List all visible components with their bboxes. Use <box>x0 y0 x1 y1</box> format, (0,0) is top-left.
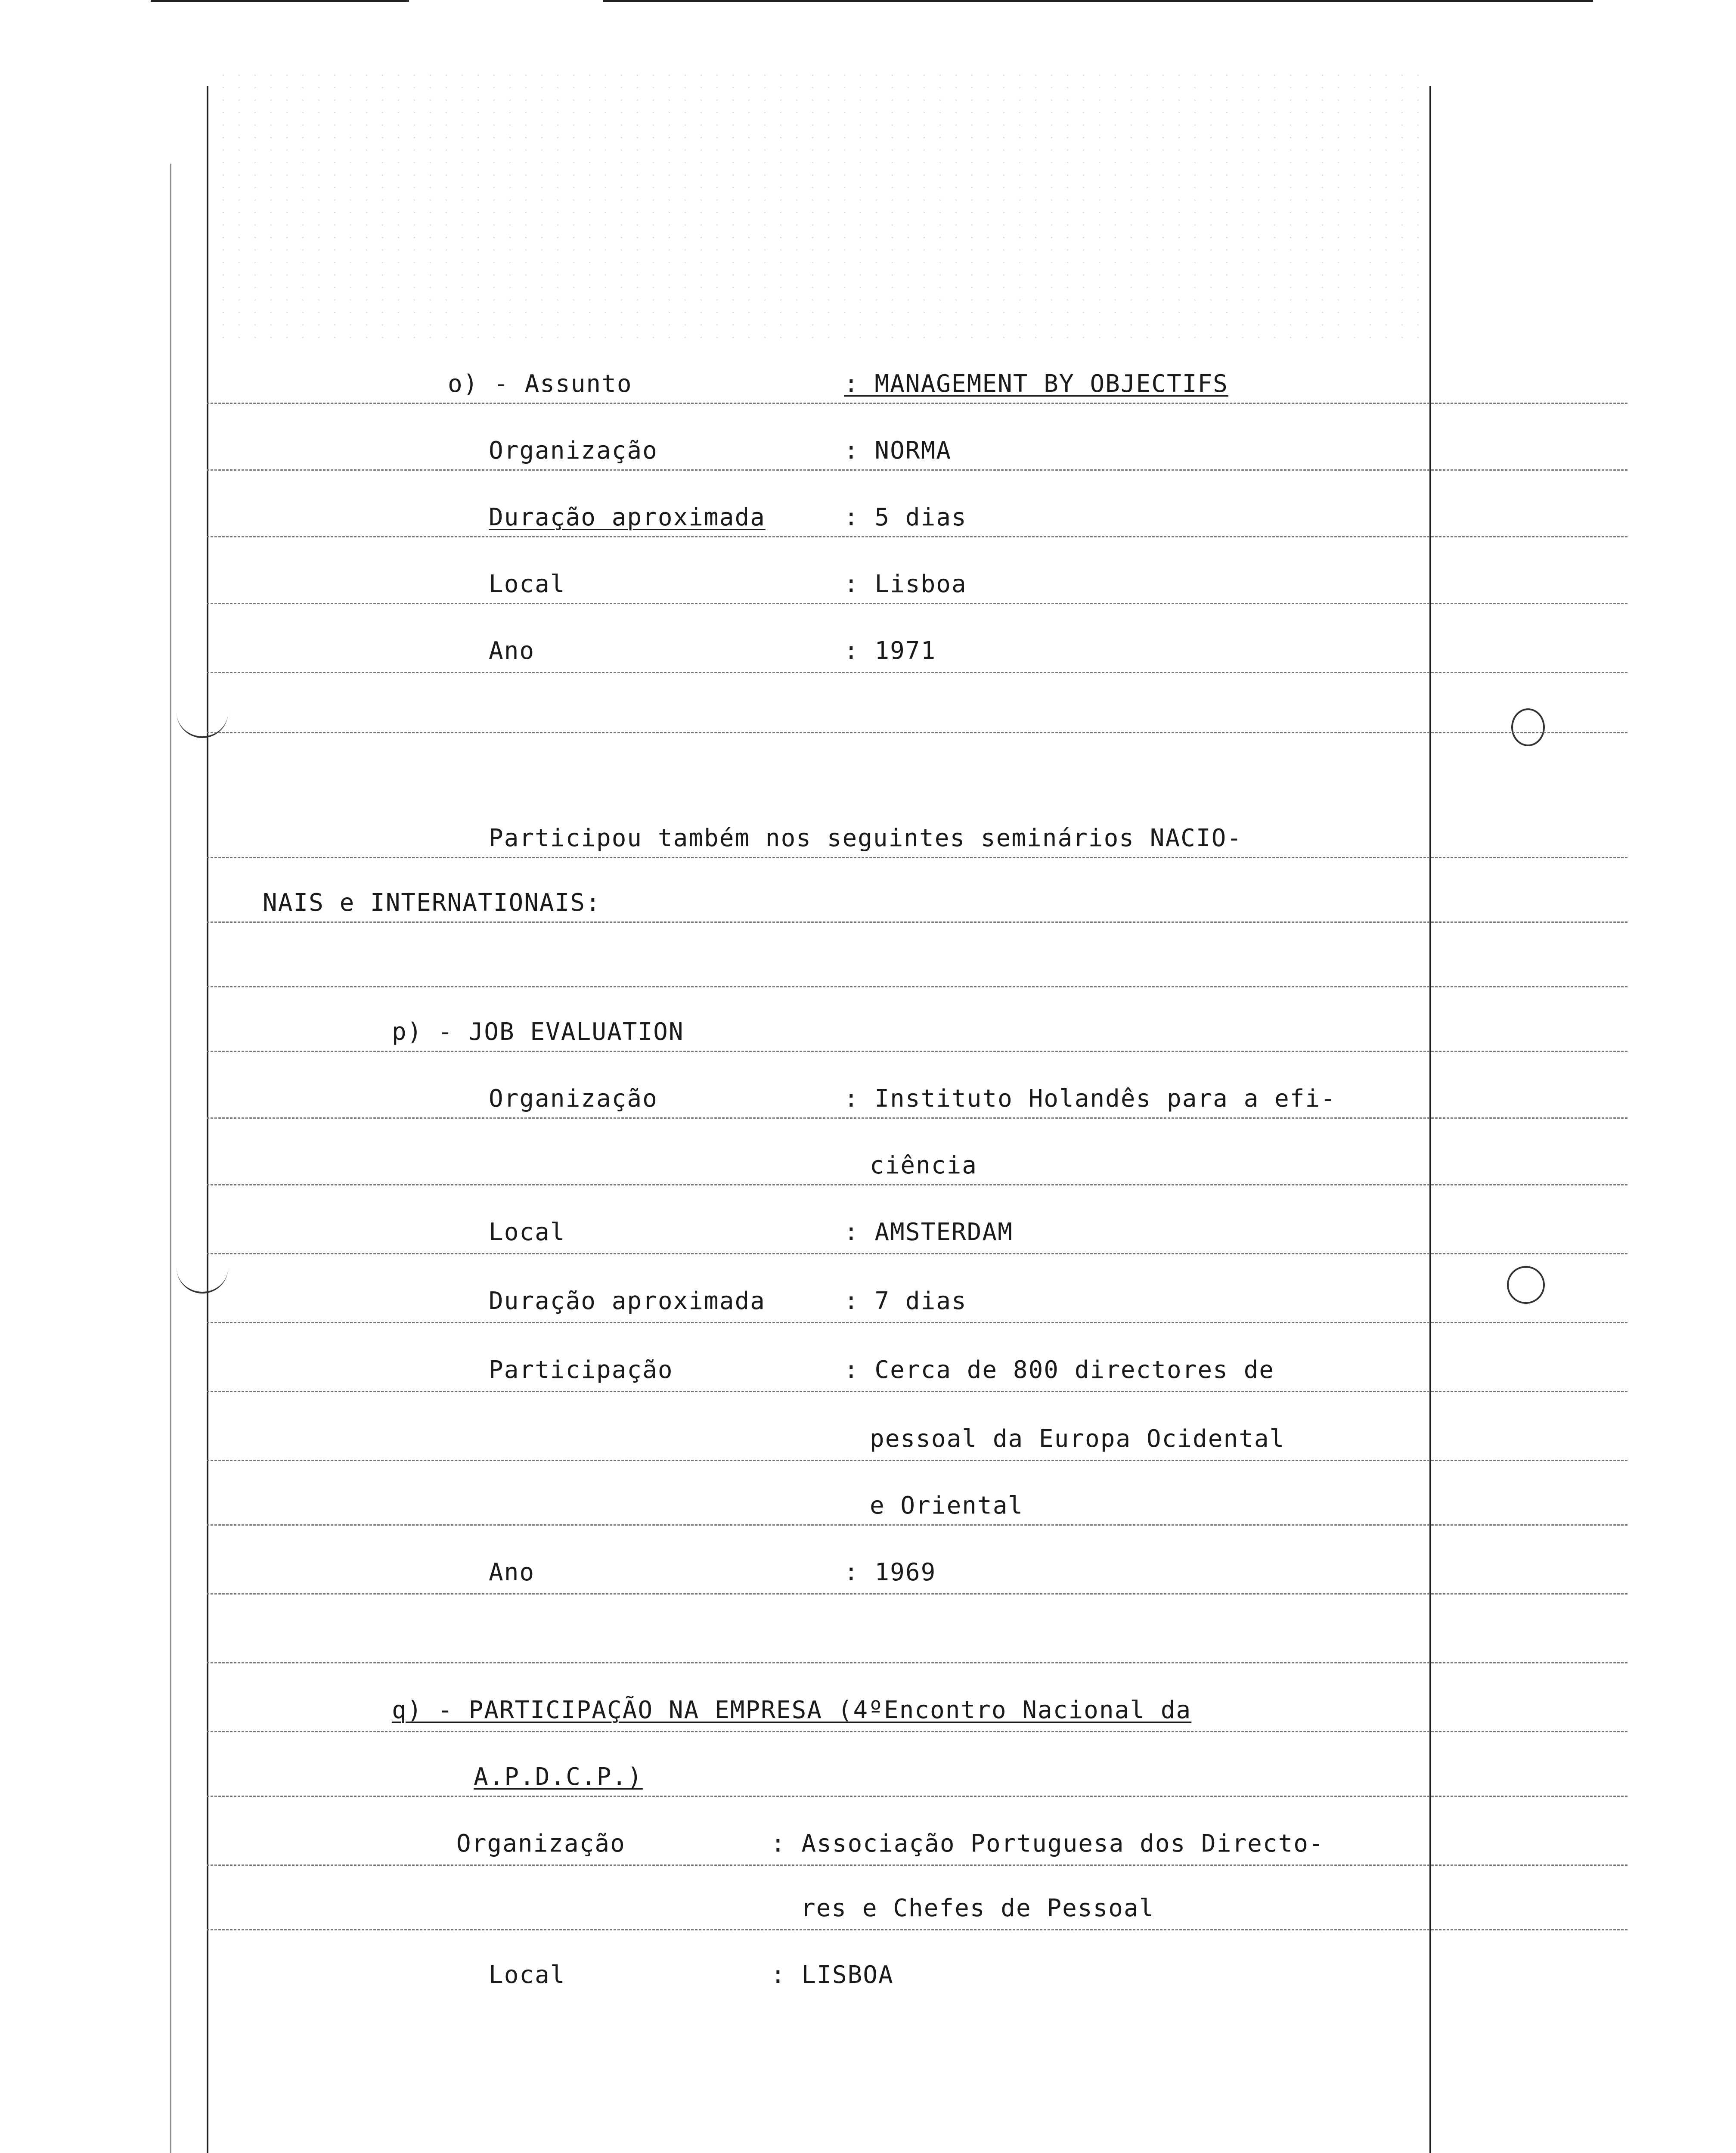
ruled-line <box>207 732 1628 733</box>
section-p-org-value-2: ciência <box>870 1151 978 1179</box>
section-o-subject: : MANAGEMENT BY OBJECTIFS <box>844 370 1228 398</box>
ruled-line <box>207 986 1628 987</box>
section-p-label: p) - JOB EVALUATION <box>392 1018 684 1046</box>
intro-line-2: NAIS e INTERNATIONAIS: <box>263 889 601 917</box>
section-p-participation-value-3: e Oriental <box>870 1492 1024 1520</box>
ruled-line <box>207 672 1628 673</box>
far-left-line <box>170 164 171 2153</box>
ruled-line <box>207 1731 1628 1732</box>
section-o-label: o) - Assunto <box>448 370 632 398</box>
section-p-year-label: Ano <box>489 1558 535 1586</box>
ruled-line <box>207 1322 1628 1323</box>
section-q-local-label: Local <box>489 1961 566 1989</box>
ruled-line <box>207 469 1628 471</box>
section-o-local-label: Local <box>489 570 566 598</box>
punch-hole-top <box>1511 708 1545 746</box>
section-p-org-value-1: : Instituto Holandês para a efi- <box>844 1085 1336 1113</box>
section-o-org-value: : NORMA <box>844 437 952 465</box>
right-margin-line <box>1429 86 1431 2153</box>
ruled-line <box>207 1524 1628 1526</box>
ruled-line <box>207 1391 1628 1392</box>
ruled-line <box>207 536 1628 537</box>
ruled-line <box>207 857 1628 858</box>
section-o-duration-label: Duração aproximada <box>489 503 766 531</box>
section-q-org-value-2: res e Chefes de Pessoal <box>801 1894 1155 1922</box>
punch-hole-mid <box>1507 1266 1545 1304</box>
section-q-local-value: : LISBOA <box>771 1961 894 1989</box>
section-o-year-value: : 1971 <box>844 637 936 665</box>
left-margin-line <box>207 86 208 2153</box>
section-p-year-value: : 1969 <box>844 1558 936 1586</box>
top-rule-left <box>151 0 409 2</box>
section-o-duration-value: : 5 dias <box>844 503 967 531</box>
section-p-duration-label: Duração aproximada <box>489 1287 766 1315</box>
section-o-year-label: Ano <box>489 637 535 665</box>
ruled-line <box>207 1662 1628 1663</box>
ruled-line <box>207 1253 1628 1254</box>
section-o-org-label: Organização <box>489 437 658 465</box>
ruled-line <box>207 403 1628 404</box>
section-p-local-label: Local <box>489 1218 566 1246</box>
punch-curve-mid <box>177 1266 228 1294</box>
ruled-line <box>207 1864 1628 1866</box>
ruled-line <box>207 1051 1628 1052</box>
ruled-line <box>207 1460 1628 1461</box>
section-p-participation-value-1: : Cerca de 800 directores de <box>844 1356 1275 1384</box>
ruled-line <box>207 1796 1628 1797</box>
punch-curve-top <box>177 710 228 738</box>
ruled-line <box>207 1929 1628 1930</box>
section-p-local-value: : AMSTERDAM <box>844 1218 1013 1246</box>
section-q-label-2: A.P.D.C.P.) <box>474 1763 643 1791</box>
section-p-participation-label: Participação <box>489 1356 673 1384</box>
section-p-org-label: Organização <box>489 1085 658 1113</box>
ruled-line <box>207 1593 1628 1595</box>
top-rule-right <box>603 0 1593 2</box>
section-q-label: q) - PARTICIPAÇÃO NA EMPRESA (4ºEncontro Nacional da <box>392 1696 1192 1724</box>
intro-line-1: Participou também nos seguintes seminários NACIO- <box>489 824 1243 852</box>
section-q-org-value-1: : Associação Portuguesa dos Directo- <box>771 1830 1324 1858</box>
ruled-line <box>207 603 1628 604</box>
section-o-local-value: : Lisboa <box>844 570 967 598</box>
section-p-duration-value: : 7 dias <box>844 1287 967 1315</box>
section-q-org-label: Organização <box>456 1830 626 1858</box>
section-p-participation-value-2: pessoal da Europa Ocidental <box>870 1425 1285 1453</box>
scan-noise <box>215 69 1421 349</box>
ruled-line <box>207 1117 1628 1119</box>
ruled-line <box>207 1184 1628 1185</box>
ruled-line <box>207 921 1628 923</box>
